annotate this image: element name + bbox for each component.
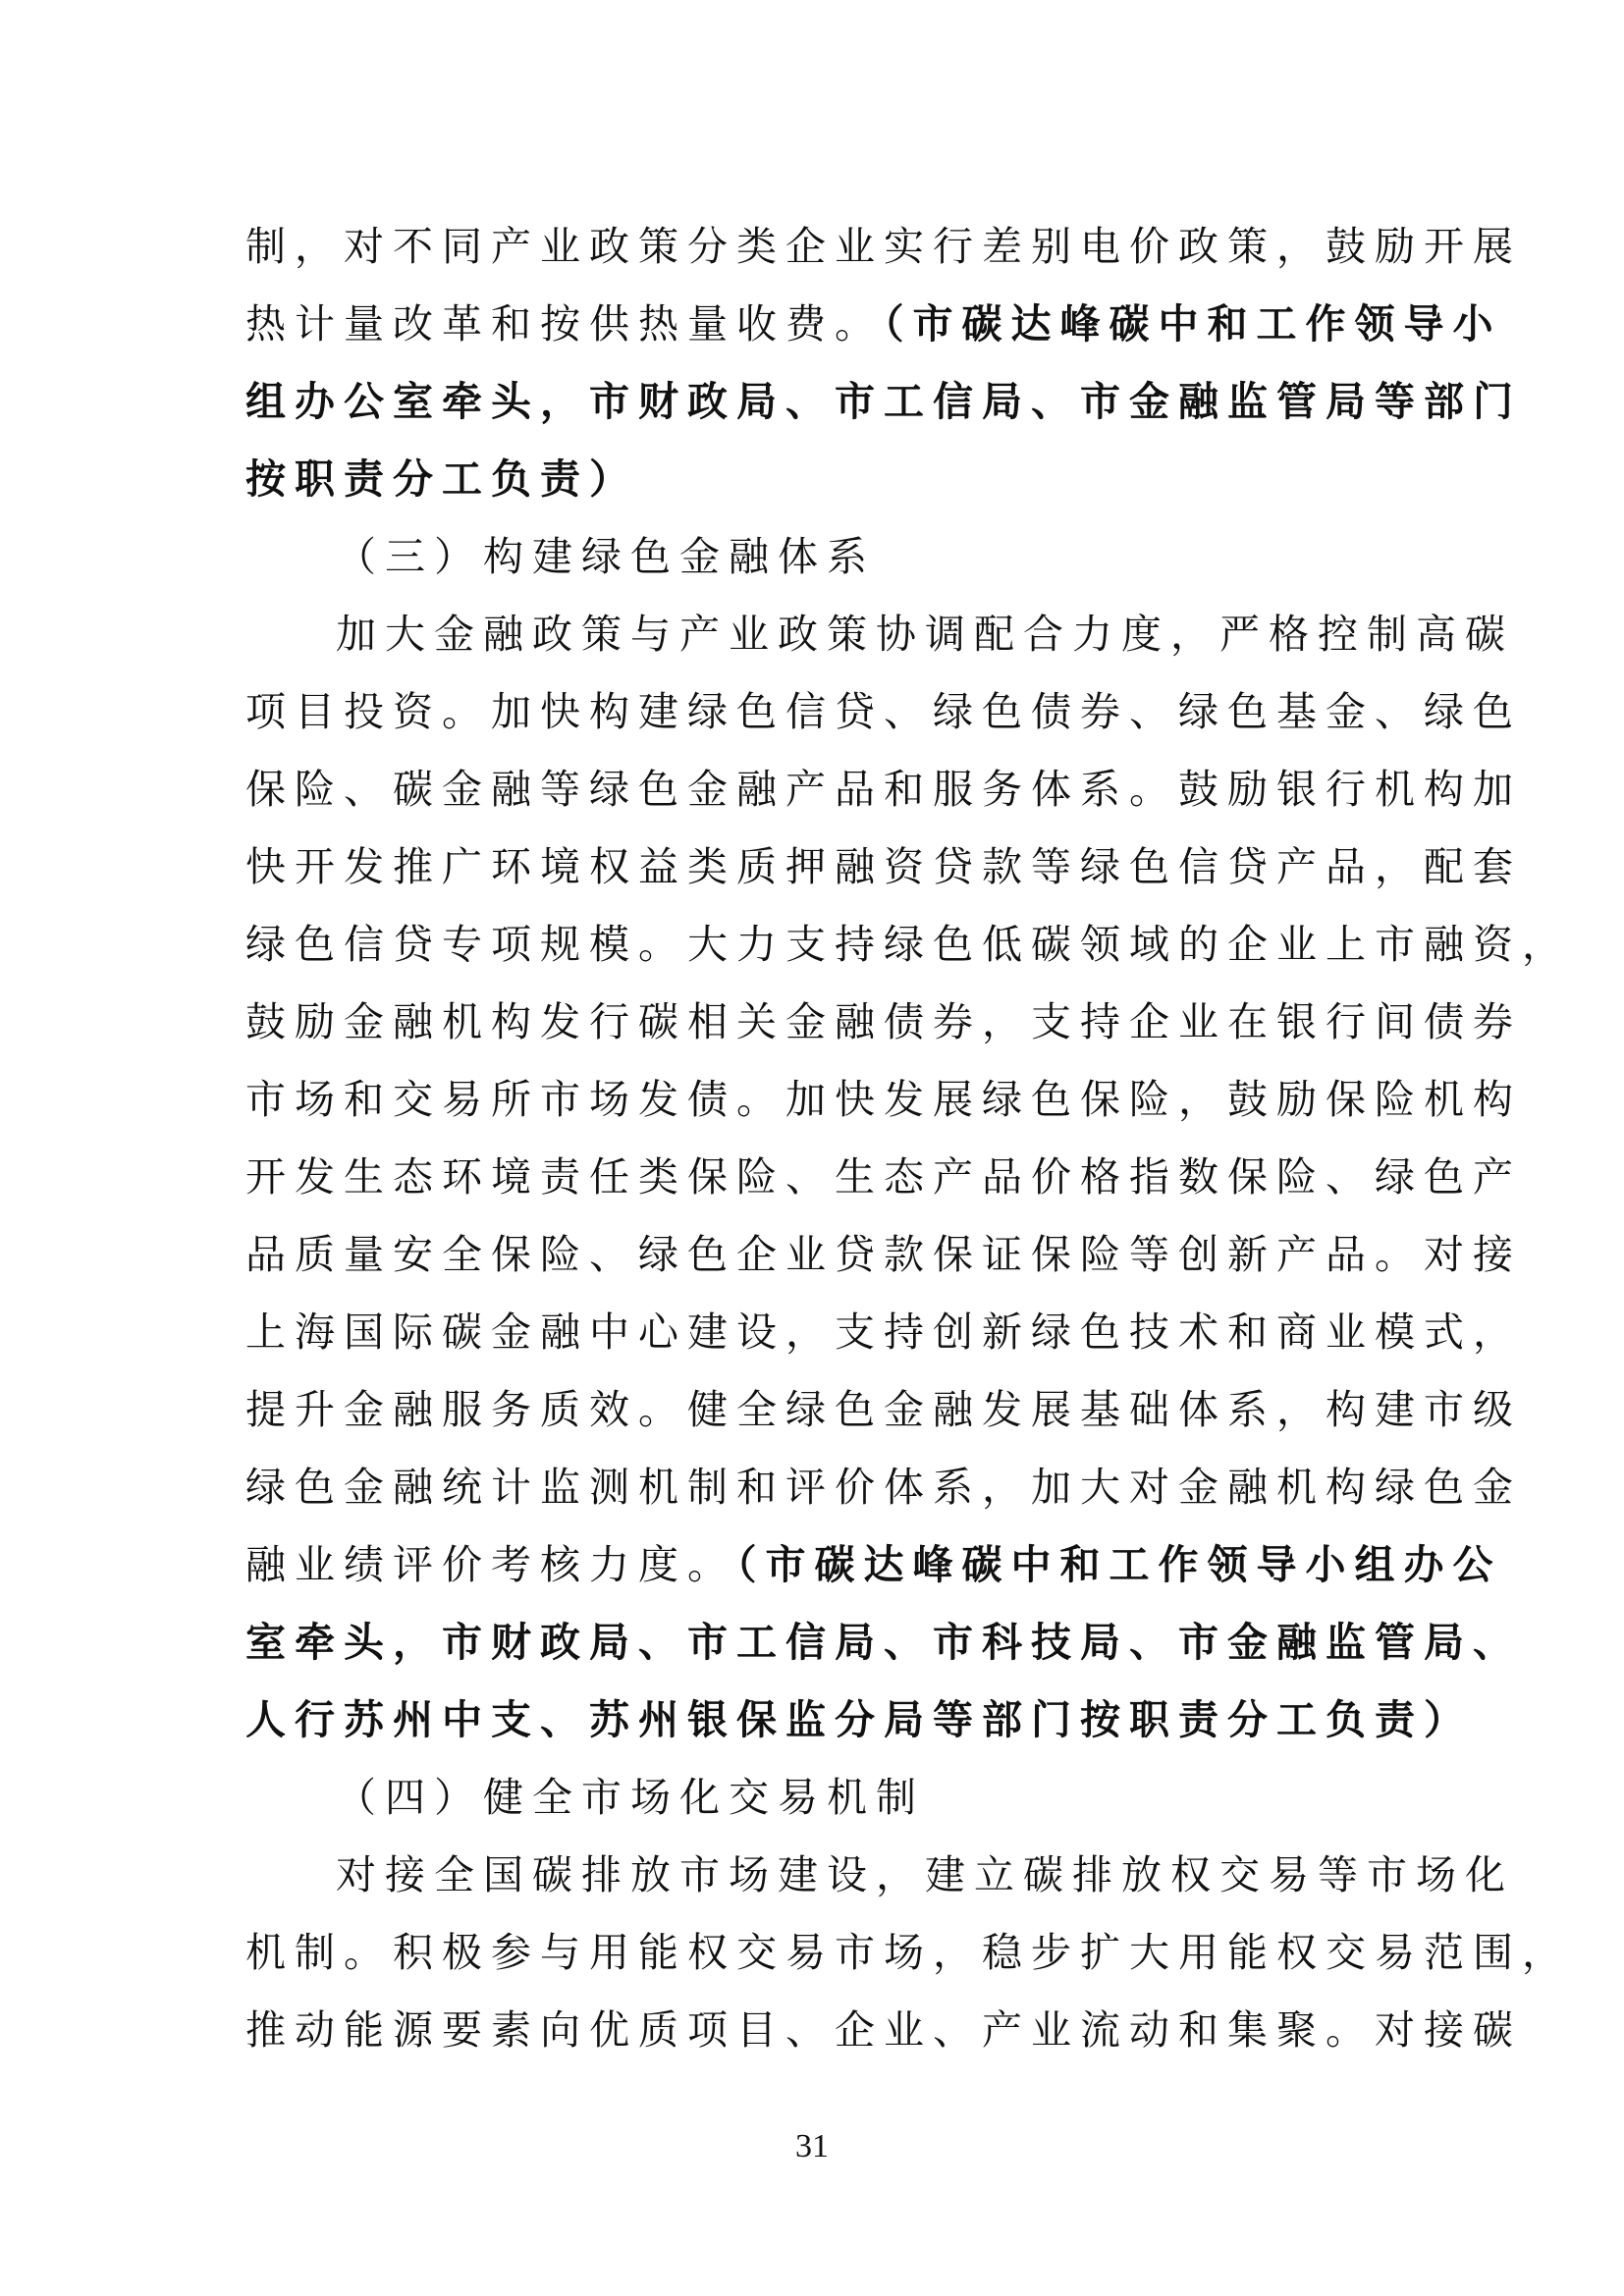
text-line: 保险、碳金融等绿色金融产品和服务体系。鼓励银行机构加 bbox=[245, 766, 1522, 813]
text-line: 鼓励金融机构发行碳相关金融债券，支持企业在银行间债券 bbox=[245, 998, 1522, 1045]
text-line: 绿色信贷专项规模。大力支持绿色低碳领域的企业上市融资， bbox=[245, 921, 1571, 968]
text-line: 提升金融服务质效。健全绿色金融发展基础体系，构建市级 bbox=[245, 1386, 1522, 1433]
text-line: 开发生态环境责任类保险、生态产品价格指数保险、绿色产 bbox=[245, 1153, 1522, 1201]
text-line bbox=[245, 286, 1502, 363]
page-number: 31 bbox=[795, 2128, 829, 2164]
body-text bbox=[245, 208, 1571, 2069]
text-line: 上海国际碳金融中心建设，支持创新绿色技术和商业模式， bbox=[245, 1308, 1522, 1356]
text-line: 项目投资。加快构建绿色信贷、绿色债券、绿色基金、绿色 bbox=[245, 688, 1522, 735]
text-line: 对接全国碳排放市场建设，建立碳排放权交易等市场化 bbox=[336, 1851, 1514, 1898]
text-line: 品质量安全保险、绿色企业贷款保证保险等创新产品。对接 bbox=[245, 1231, 1522, 1278]
text-line: 机制。积极参与用能权交易市场，稳步扩大用能权交易范围， bbox=[245, 1929, 1571, 1976]
text-line: 人行苏州中支、苏州银保监分局等部门按职责分工负责） bbox=[245, 1696, 1473, 1743]
text-line bbox=[245, 1526, 1502, 1604]
text-line: 组办公室牵头，市财政局、市工信局、市金融监管局等部门 bbox=[245, 378, 1522, 425]
text-line: 市场和交易所市场发债。加快发展绿色保险，鼓励保险机构 bbox=[245, 1076, 1522, 1123]
text-line: 加大金融政策与产业政策协调配合力度，严格控制高碳 bbox=[336, 611, 1514, 658]
text-line: 绿色金融统计监测机制和评价体系，加大对金融机构绿色金 bbox=[245, 1464, 1522, 1511]
text-line: 快开发推广环境权益类质押融资贷款等绿色信贷产品，配套 bbox=[245, 843, 1522, 890]
text-line: 按职责分工负责） bbox=[245, 455, 638, 503]
text-line: 室牵头，市财政局、市工信局、市科技局、市金融监管局、 bbox=[245, 1619, 1522, 1666]
text-segment: 融业绩评价考核力度。 bbox=[245, 1541, 736, 1588]
section-heading: （三）构建绿色金融体系 bbox=[336, 533, 876, 580]
text-line: 制，对不同产业政策分类企业实行差别电价政策，鼓励开展 bbox=[245, 223, 1522, 270]
section-heading: （四）健全市场化交易机制 bbox=[336, 1774, 925, 1821]
text-segment: 热计量改革和按供热量收费。 bbox=[245, 300, 884, 347]
responsibility-note: （市碳达峰碳中和工作领导小组办公 bbox=[736, 1541, 1502, 1588]
responsibility-note: （市碳达峰碳中和工作领导小 bbox=[884, 300, 1502, 347]
text-line: 推动能源要素向优质项目、企业、产业流动和集聚。对接碳 bbox=[245, 2006, 1522, 2054]
